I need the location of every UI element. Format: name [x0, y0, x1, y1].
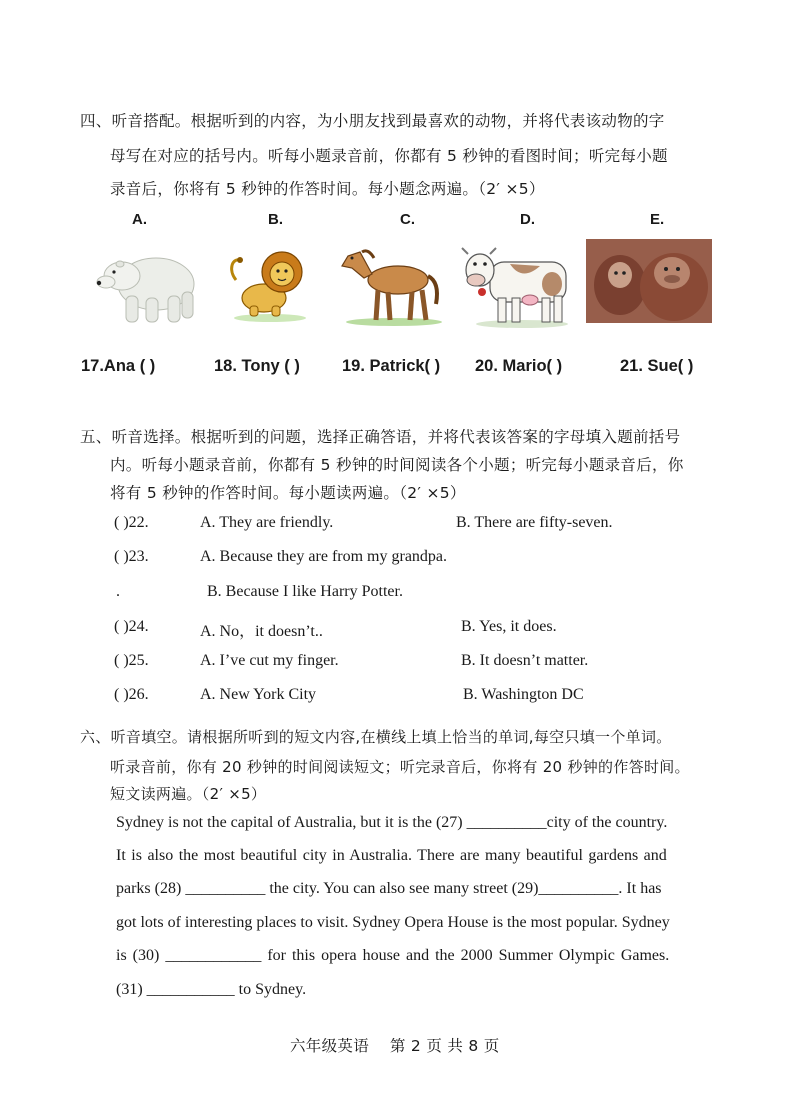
question-23-option-b: B. Because I like Harry Potter.: [207, 583, 403, 600]
question-25-option-b: B. It doesn’t matter.: [461, 652, 589, 669]
passage-line-3: parks (28) __________ the city. You can also see many street (29)__________. It has: [116, 880, 662, 897]
section6-instruction-line1: 六、听音填空。请根据所听到的短文内容,在横线上填上恰当的单词,每空只填一个单词。: [80, 728, 672, 746]
passage-line-4: got lots of interesting places to visit. Sydney Opera House is the most popular. Sydney: [116, 914, 670, 931]
answer-21-sue: 21. Sue( ): [620, 357, 694, 375]
answer-18-tony: 18. Tony ( ): [214, 357, 300, 375]
answer-17-ana: 17.Ana ( ): [81, 357, 156, 375]
question-24-number: ( )24.: [114, 618, 149, 635]
section4-instruction-line3: 录音后，你将有 5 秒钟的作答时间。每小题念两遍。（2′ ×5）: [110, 180, 545, 198]
question-26-number: ( )26.: [114, 686, 149, 703]
section6-instruction-line2: 听录音前，你有 20 秒钟的时间阅读短文；听完录音后，你将有 20 秒钟的作答时间。: [110, 758, 690, 776]
question-24-option-a: A. No，it doesn’t..: [200, 623, 323, 640]
option-letter-d: D.: [520, 211, 535, 228]
answer-20-mario: 20. Mario( ): [475, 357, 563, 375]
question-25-option-a: A. I’ve cut my finger.: [200, 652, 339, 669]
question-22-number: ( )22.: [114, 514, 149, 531]
passage-line-5: is (30) ____________ for this opera house and the 2000 Summer Olympic Games.: [116, 947, 670, 964]
question-22-option-a: A. They are friendly.: [200, 514, 334, 531]
section4-instruction-line1: 四、听音搭配。根据听到的内容，为小朋友找到最喜欢的动物，并将代表该动物的字: [80, 112, 665, 130]
passage-line-1: Sydney is not the capital of Australia, but it is the (27) __________city of the country.: [116, 814, 668, 831]
question-22-option-b: B. There are fifty-seven.: [456, 514, 613, 531]
passage-line-6: (31) ___________ to Sydney.: [116, 981, 307, 998]
option-letter-c: C.: [400, 211, 415, 228]
section5-instruction-line1: 五、听音选择。根据听到的问题，选择正确答语，并将代表该答案的字母填入题前括号: [80, 428, 681, 446]
question-26-option-b: B. Washington DC: [463, 686, 584, 703]
question-26-option-a: A. New York City: [200, 686, 317, 703]
orangutan-image: [586, 239, 712, 323]
option-letter-a: A.: [132, 211, 147, 228]
section4-instruction-line2: 母写在对应的括号内。听每小题录音前，你都有 5 秒钟的看图时间；听完每小题: [110, 147, 668, 165]
question-23-number: ( )23.: [114, 548, 149, 565]
question-24-option-b: B. Yes, it does.: [461, 618, 557, 635]
section6-instruction-line3: 短文读两遍。（2′ ×5）: [110, 785, 267, 803]
lion-image: [226, 240, 310, 324]
polar-bear-image: [94, 238, 204, 328]
question-23-continuation: .: [116, 583, 120, 600]
option-letter-e: E.: [650, 211, 665, 228]
horse-image: [338, 238, 444, 328]
page-footer: 六年级英语 第 2 页 共 8 页: [290, 1037, 500, 1055]
cow-image: [460, 236, 572, 330]
question-25-number: ( )25.: [114, 652, 149, 669]
section5-instruction-line2: 内。听每小题录音前，你都有 5 秒钟的时间阅读各个小题；听完每小题录音后，你: [110, 456, 684, 474]
answer-19-patrick: 19. Patrick( ): [342, 357, 441, 375]
option-letter-b: B.: [268, 211, 283, 228]
section5-instruction-line3: 将有 5 秒钟的作答时间。每小题读两遍。（2′ ×5）: [110, 484, 466, 502]
passage-line-2: It is also the most beautiful city in Australia. There are many beautiful gardens and: [116, 847, 667, 864]
question-23-option-a: A. Because they are from my grandpa.: [200, 548, 448, 565]
